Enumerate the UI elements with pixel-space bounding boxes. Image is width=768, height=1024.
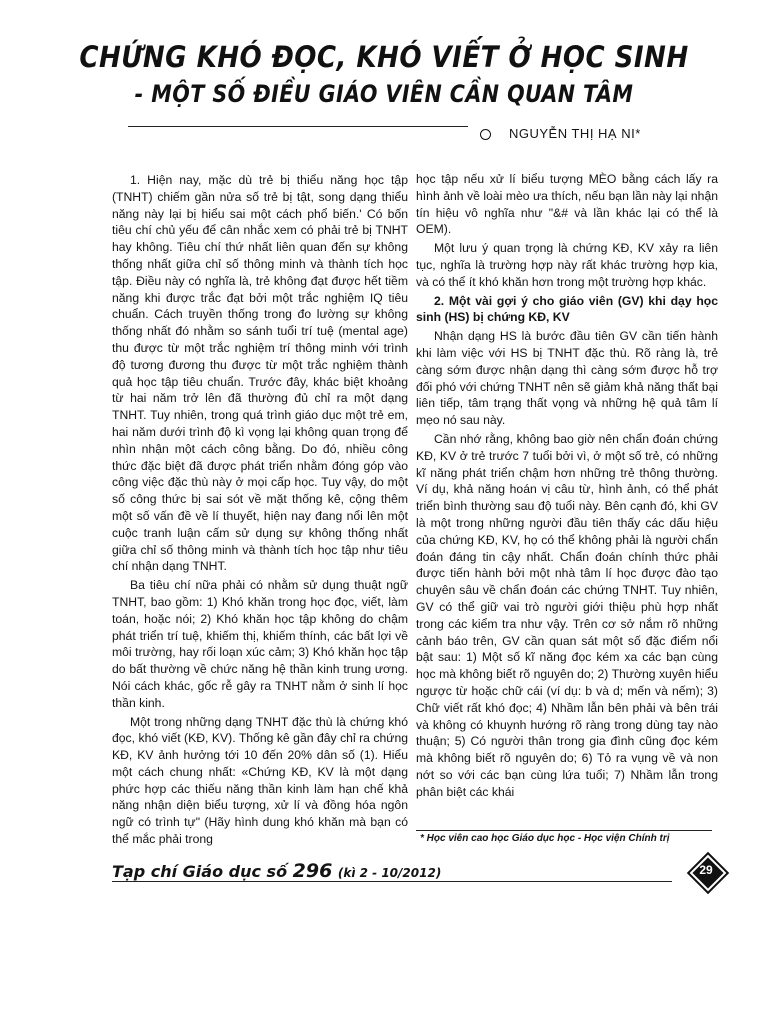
footnote-rule	[416, 830, 712, 831]
section-heading: 2. Một vài gợi ý cho giáo viên (GV) khi dạy học sinh (HS) bị chứng KĐ, KV	[416, 293, 718, 325]
paragraph: Nhận dạng HS là bước đầu tiên GV cần tiến hành khi làm việc với HS bị TNHT đặc thù. Rõ ràng là, trẻ càng sớm được nhận dạng thì càng sớm được hỗ trợ đối phó với chứng TNHT nên sẽ giảm khả năng thất bại liên tiếp, tâm trạng thất vọng và những hệ quả tâm lí mẹo nó sau này.	[416, 329, 718, 428]
right-column	[416, 171, 718, 802]
footnote: * Học viên cao học Giáo dục học - Học viện Chính trị	[420, 833, 670, 844]
paragraph: Một trong những dạng TNHT đặc thù là chứng khó đọc, khó viết (KĐ, KV). Thống kê gần đây chỉ ra chứng KĐ, KV ảnh hưởng tới 10 đến 20% dân số (1). Hiểu một cách chung nhất: «Chứng KĐ, KV là một dạng phức hợp các thiếu năng thần kinh làm hạn chế khả năng nhận diện biểu tượng, xử lí và đồng hóa ngôn ngữ có trình tự" (Hãy hình dung khó khăn mà bạn có thể mắc phải trong	[112, 714, 408, 847]
paragraph: Ba tiêu chí nữa phải có nhằm sử dụng thuật ngữ TNHT, bao gồm: 1) Khó khăn trong học đọc, viết, làm toán, hoặc nói; 2) Khó khăn học tập không do chậm phát triển trí tuệ, khiếm thị, khiếm thính, các bất lợi về môi trường, hay rối loạn xúc cảm; 3) Khó khăn học tập do bất thường về chức năng hệ thần kinh trung ương. Nói cách khác, gốc rễ gây ra TNHT nằm ở sinh lí học thần kinh.	[112, 578, 408, 710]
journal-name: Tạp chí Giáo dục	[112, 862, 261, 881]
paragraph: 1. Hiện nay, mặc dù trẻ bị thiểu năng học tập (TNHT) chiếm gần nửa số trẻ bị tật, song dạng thiểu năng này lại bị hiểu sai một cách phổ biến.' Có bốn tiêu chí chủ yếu để cân nhắc xem có phải trẻ bị TNHT hay không. Tiêu chí thứ nhất liên quan đến sự không thống nhất giữa chỉ số thông minh và thành tích học tập. Điều này có nghĩa là, trẻ không đạt được hết tiềm năng khi được trắc đạt bởi một trắc nghiệm IQ tiêu chuẩn. Cách truyền thống trong đo lường sự không thống nhất đó nhằm so sánh tuổi trí tuệ (mental age) thu được từ một trắc nghiệm trí thông minh với trình độ tương đương thu được từ một trắc nghiệm thành quả học tập tiêu chuẩn. Trước đây, khác biệt khoảng từ hai năm trở lên đã thường đủ chỉ ra một dạng TNHT. Tuy nhiên, trong quá trình giáo dục một trẻ em, hai năm dưới trình độ kì vọng lại không quan trọng để nhìn nhận một cách công bằng. Do đó, nhiều công thức đặc biệt đã được phát triển nhằm đóng góp vào công việc đặc thù này ở mọi cấp học. Tuy vậy, do một số công thức bị sai sót về mặt thống kê, cộng thêm một số vấn đề về lí thuyết, hiện nay đang nổi lên một cuộc tranh luận cấm sử dụng sự không thống nhất giữa chỉ số thông minh và thành tích học tập như tiêu chí nhận dạng TNHT.	[112, 173, 408, 574]
issue-date: (kì 2 - 10/2012)	[337, 866, 442, 880]
circle-icon	[480, 129, 491, 140]
paragraph: học tập nếu xử lí biểu tượng MÈO bằng cách lấy ra hình ảnh về loài mèo ưa thích, nếu bạn lần này lại nhận tín hiệu vô nghĩa như "&# và lần khác lại có thể là OEM).	[416, 172, 718, 237]
issue-label: số	[266, 862, 288, 881]
header-rule	[128, 126, 468, 127]
article-title-line1: CHỨNG KHÓ ĐỌC, KHÓ VIẾT Ở HỌC SINH	[79, 40, 689, 74]
left-column	[112, 172, 408, 850]
page-number: 29	[699, 863, 713, 877]
author-byline	[480, 126, 641, 141]
page-number-badge	[690, 855, 722, 887]
author-name: NGUYỄN THỊ HẠ NI*	[509, 126, 641, 141]
article-title-line2: - MỘT SỐ ĐIỀU GIÁO VIÊN CẦN QUAN TÂM	[134, 80, 634, 108]
footer-rule	[112, 881, 672, 882]
page-footer	[112, 860, 441, 882]
paragraph: Một lưu ý quan trọng là chứng KĐ, KV xảy ra liên tục, nghĩa là trường hợp này rất khác trường hợp kia, và có thể ít khó khăn hơn trong một trường hợp khác.	[416, 241, 718, 289]
issue-number: 296	[292, 860, 333, 882]
paragraph: Cần nhớ rằng, không bao giờ nên chẩn đoán chứng KĐ, KV ở trẻ trước 7 tuổi bởi vì, ở một số trẻ, có những kĩ năng phát triển chậm hơn những trẻ thông thường. Ví dụ, khả năng hoán vị câu từ, hình ảnh, có thể phát triển bình thường sau độ tuổi này. Bên cạnh đó, khi GV là một trong những người đầu tiên thấy các dấu hiệu của chứng KĐ, KV, họ có thể không phải là người chẩn đoán đáng tin cậy nhất. Chẩn đoán chính thức phải được tiến hành bởi một nhà tâm lí học được đào tạo chuyên sâu về chẩn đoán các chứng TNHT. Tuy nhiên, GV có thể giữ vai trò người giới thiệu phù hợp nhất trong các kiểm tra như vậy. Trên cơ sở nắm rõ những cảnh báo trên, GV cần quan sát một số đặc điểm nổi bật sau: 1) Một số kĩ năng đọc kém xa các bạn cùng học mà không biết rõ nguyên do; 2) Thường xuyên hiểu ngược từ hoặc chữ cái (ví dụ: b và d; mến và nếm); 3) Chữ viết rất khó đọc; 4) Nhầm lẫn bên phải và bên trái và không có khuynh hướng rõ ràng trong dùng tay nào thuận; 5) Có người thân trong gia đình cũng đọc kém mà không biết rõ nguyên do; 6) Tỏ ra vụng về và non nớt so với các bạn cùng lứa tuổi; 7) Nhầm lẫn trong phân biệt các khái	[416, 431, 718, 799]
